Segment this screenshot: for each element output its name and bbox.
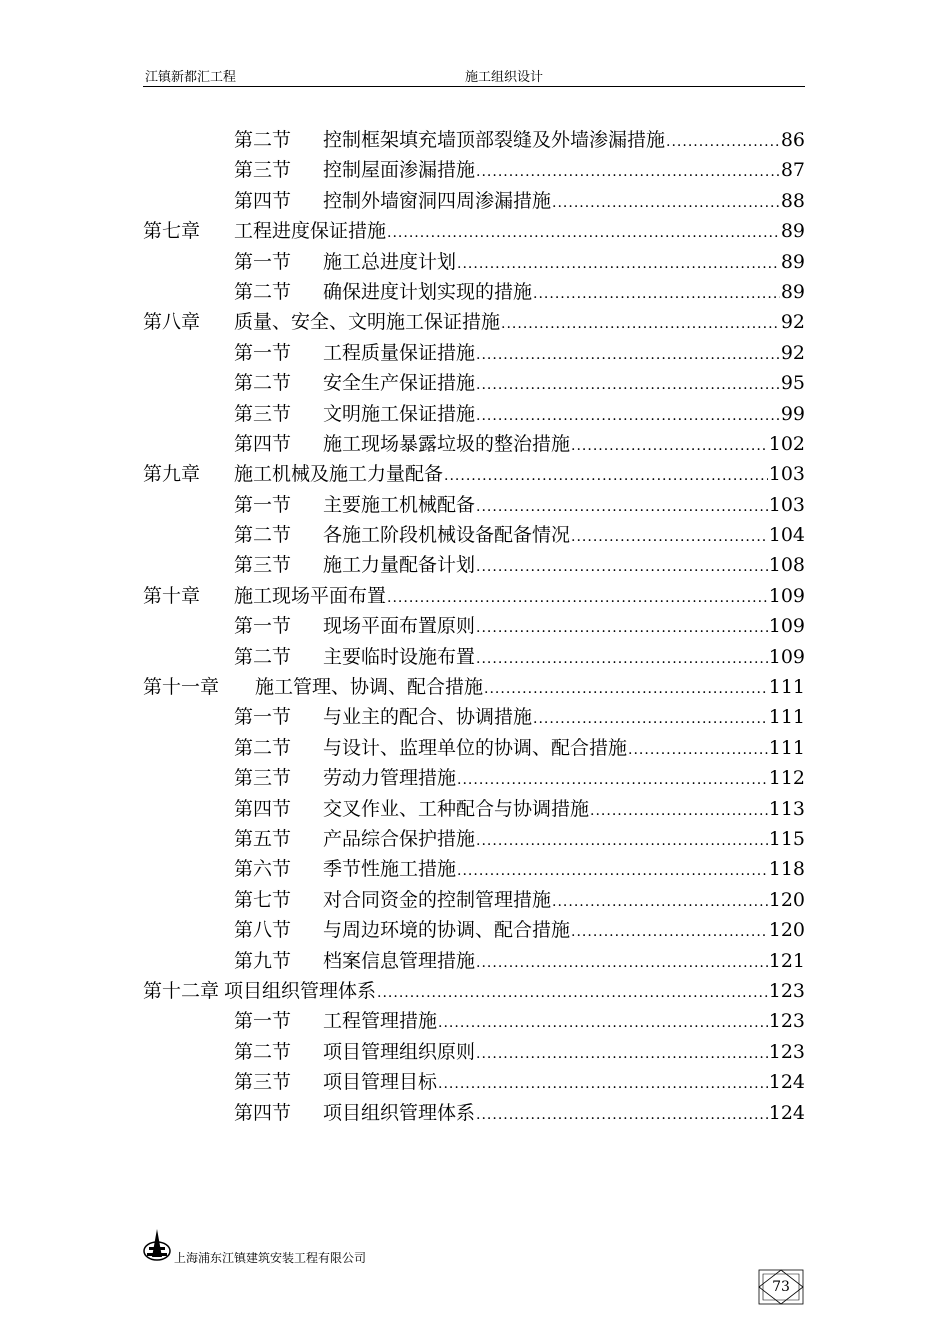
toc-page-number: 95 (780, 372, 805, 395)
toc-dot-leader (476, 157, 780, 187)
toc-dot-leader (476, 370, 780, 400)
toc-entry-number: 第一节 (234, 341, 292, 364)
toc-entry-title: 对合同资金的控制管理措施 (323, 888, 552, 911)
toc-dot-leader (552, 188, 780, 218)
toc-page-number: 102 (768, 432, 805, 455)
toc-page-number: 92 (780, 341, 805, 364)
toc-entry-number: 第九节 (234, 949, 292, 972)
toc-page-number: 120 (768, 919, 805, 942)
toc-section-row (143, 1006, 805, 1036)
toc-page-number: 112 (768, 767, 805, 790)
toc-entry-number: 第六节 (234, 858, 292, 881)
toc-entry-title: 工程管理措施 (323, 1010, 438, 1033)
toc-chapter-row (143, 216, 805, 246)
toc-entry-title: 质量、安全、文明施工保证措施 (234, 311, 501, 334)
toc-section-row (143, 946, 805, 976)
toc-entry-title: 施工现场暴露垃圾的整治措施 (323, 432, 571, 455)
toc-dot-leader (476, 340, 780, 370)
toc-entry-title: 工程进度保证措施 (234, 220, 387, 243)
toc-section-row (143, 1098, 805, 1128)
toc-entry-title: 劳动力管理措施 (323, 767, 457, 790)
toc-page-number: 124 (768, 1101, 805, 1124)
toc-dot-leader (476, 1039, 768, 1069)
toc-entry-title: 确保进度计划实现的措施 (323, 280, 533, 303)
toc-dot-leader (476, 644, 768, 674)
toc-page-number: 111 (768, 736, 805, 759)
toc-page-number: 103 (768, 493, 805, 516)
toc-entry-number: 第一节 (234, 615, 292, 638)
toc-chapter-row (143, 976, 805, 1006)
toc-page-number: 113 (768, 797, 805, 820)
toc-section-row (143, 399, 805, 429)
toc-entry-number: 第一节 (234, 493, 292, 516)
toc-entry-title: 与设计、监理单位的协调、配合措施 (323, 736, 628, 759)
toc-entry-number: 第八节 (234, 919, 292, 942)
toc-entry-title: 项目组织管理体系 (224, 979, 377, 1002)
toc-dot-leader (571, 522, 768, 552)
toc-entry-number: 第三节 (234, 159, 292, 182)
toc-dot-leader (444, 461, 768, 491)
building-tower-logo-icon (143, 1227, 173, 1261)
toc-entry-title: 项目管理组织原则 (323, 1040, 476, 1063)
page-number-badge (757, 1268, 805, 1306)
toc-entry-title: 控制框架填充墙顶部裂缝及外墙渗漏措施 (323, 129, 666, 151)
toc-entry-number: 第二节 (234, 524, 292, 547)
page-number: 73 (772, 1279, 790, 1295)
toc-page-number: 123 (768, 1010, 805, 1033)
toc-section-row (143, 885, 805, 915)
toc-dot-leader (666, 127, 780, 157)
toc-page-number: 92 (780, 311, 805, 334)
table-of-contents (143, 125, 805, 1128)
toc-entry-title: 与周边环境的协调、配合措施 (323, 919, 571, 942)
toc-section-row (143, 915, 805, 945)
toc-entry-title: 各施工阶段机械设备配备情况 (323, 524, 571, 547)
toc-entry-title: 主要临时设施布置 (323, 645, 476, 668)
toc-dot-leader (438, 1069, 768, 1099)
toc-dot-leader (476, 552, 768, 582)
toc-entry-number: 第三节 (234, 767, 292, 790)
toc-entry-number: 第二节 (234, 1040, 292, 1063)
toc-dot-leader (571, 917, 768, 947)
toc-entry-title: 现场平面布置原则 (323, 615, 476, 638)
toc-dot-leader (387, 583, 768, 613)
toc-entry-number: 第四节 (234, 189, 292, 212)
toc-entry-title: 控制屋面渗漏措施 (323, 159, 476, 182)
toc-entry-title: 施工总进度计划 (323, 250, 457, 273)
toc-section-row (143, 642, 805, 672)
toc-page-number: 99 (780, 402, 805, 425)
toc-entry-title: 施工机械及施工力量配备 (234, 463, 444, 486)
toc-entry-title: 项目管理目标 (323, 1071, 438, 1094)
toc-dot-leader (377, 978, 768, 1008)
toc-page-number: 109 (768, 645, 805, 668)
toc-dot-leader (476, 613, 768, 643)
toc-entry-number: 第五节 (234, 827, 292, 850)
toc-entry-number: 第三节 (234, 402, 292, 425)
toc-section-row (143, 763, 805, 793)
toc-section-row (143, 550, 805, 580)
toc-page-number: 88 (780, 189, 805, 212)
toc-dot-leader (476, 1100, 768, 1130)
toc-chapter-row (143, 307, 805, 337)
toc-dot-leader (387, 218, 780, 248)
toc-entry-number: 第一节 (234, 250, 292, 273)
toc-entry-title: 档案信息管理措施 (323, 949, 476, 972)
toc-entry-title: 施工现场平面布置 (234, 584, 387, 607)
page-header (143, 64, 805, 87)
toc-section-row (143, 247, 805, 277)
toc-entry-title: 季节性施工措施 (323, 858, 457, 881)
toc-page-number: 111 (768, 706, 805, 729)
toc-section-row (143, 125, 805, 155)
toc-dot-leader (476, 492, 768, 522)
toc-entry-number: 第二节 (234, 736, 292, 759)
toc-entry-title: 与业主的配合、协调措施 (323, 706, 533, 729)
toc-section-row (143, 794, 805, 824)
toc-page-number: 109 (768, 615, 805, 638)
toc-entry-title: 交叉作业、工种配合与协调措施 (323, 797, 590, 820)
toc-dot-leader (533, 279, 780, 309)
toc-entry-number: 第二节 (234, 645, 292, 668)
toc-page-number: 103 (768, 463, 805, 486)
toc-entry-number: 第二节 (234, 372, 292, 395)
toc-section-row (143, 1067, 805, 1097)
toc-entry-number: 第一节 (234, 1010, 292, 1033)
toc-entry-title: 施工管理、协调、配合措施 (255, 676, 484, 699)
toc-entry-number: 第十章 (143, 584, 201, 607)
toc-entry-number: 第三节 (234, 1071, 292, 1094)
toc-page-number: 86 (780, 129, 805, 151)
toc-section-row (143, 520, 805, 550)
toc-entry-number: 第十二章 (143, 979, 220, 1002)
toc-entry-number: 第七章 (143, 220, 201, 243)
header-document-title: 施工组织设计 (465, 70, 544, 85)
toc-chapter-row (143, 672, 805, 702)
toc-dot-leader (476, 948, 768, 978)
toc-page-number: 89 (780, 220, 805, 243)
header-project-name: 江镇新都汇工程 (145, 70, 237, 85)
toc-entry-title: 工程质量保证措施 (323, 341, 476, 364)
toc-section-row (143, 490, 805, 520)
toc-page-number: 115 (768, 827, 805, 850)
toc-section-row (143, 429, 805, 459)
toc-entry-number: 第三节 (234, 554, 292, 577)
toc-entry-title: 施工力量配备计划 (323, 554, 476, 577)
toc-section-row (143, 338, 805, 368)
toc-page-number: 111 (768, 676, 805, 699)
toc-section-row (143, 824, 805, 854)
toc-page-number: 120 (768, 888, 805, 911)
toc-dot-leader (476, 826, 768, 856)
toc-dot-leader (628, 735, 768, 765)
toc-chapter-row (143, 459, 805, 489)
toc-entry-title: 控制外墙窗洞四周渗漏措施 (323, 189, 552, 212)
toc-entry-number: 第四节 (234, 797, 292, 820)
toc-page-number: 123 (768, 979, 805, 1002)
toc-dot-leader (501, 309, 780, 339)
toc-entry-title: 文明施工保证措施 (323, 402, 476, 425)
toc-entry-title: 产品综合保护措施 (323, 827, 476, 850)
toc-entry-number: 第九章 (143, 463, 201, 486)
toc-entry-title: 安全生产保证措施 (323, 372, 476, 395)
toc-page-number: 87 (780, 159, 805, 182)
toc-dot-leader (457, 856, 768, 886)
toc-page-number: 104 (768, 524, 805, 547)
toc-entry-number: 第二节 (234, 129, 292, 151)
toc-entry-number: 第二节 (234, 280, 292, 303)
toc-entry-number: 第一节 (234, 706, 292, 729)
toc-dot-leader (457, 249, 780, 279)
toc-page-number: 121 (768, 949, 805, 972)
toc-section-row (143, 1037, 805, 1067)
toc-section-row (143, 611, 805, 641)
toc-page-number: 124 (768, 1071, 805, 1094)
toc-chapter-row (143, 581, 805, 611)
toc-dot-leader (552, 887, 768, 917)
toc-page-number: 109 (768, 584, 805, 607)
toc-entry-number: 第七节 (234, 888, 292, 911)
toc-section-row (143, 277, 805, 307)
toc-page-number: 89 (780, 250, 805, 273)
toc-entry-number: 第十一章 (143, 676, 220, 699)
toc-section-row (143, 186, 805, 216)
toc-dot-leader (571, 431, 768, 461)
toc-dot-leader (533, 704, 768, 734)
toc-page-number: 123 (768, 1040, 805, 1063)
toc-dot-leader (484, 674, 768, 704)
toc-entry-title: 主要施工机械配备 (323, 493, 476, 516)
toc-section-row (143, 702, 805, 732)
toc-entry-number: 第八章 (143, 311, 201, 334)
toc-dot-leader (476, 401, 780, 431)
toc-page-number: 89 (780, 280, 805, 303)
toc-dot-leader (590, 796, 768, 826)
toc-section-row (143, 155, 805, 185)
toc-dot-leader (457, 765, 768, 795)
toc-page-number: 108 (768, 554, 805, 577)
footer-company-name: 上海浦东江镇建筑安装工程有限公司 (174, 1251, 367, 1265)
toc-entry-number: 第四节 (234, 1101, 292, 1124)
toc-entry-number: 第四节 (234, 432, 292, 455)
toc-page-number: 118 (768, 858, 805, 881)
toc-entry-title: 项目组织管理体系 (323, 1101, 476, 1124)
toc-section-row (143, 733, 805, 763)
toc-section-row (143, 368, 805, 398)
toc-section-row (143, 854, 805, 884)
toc-dot-leader (438, 1008, 768, 1038)
